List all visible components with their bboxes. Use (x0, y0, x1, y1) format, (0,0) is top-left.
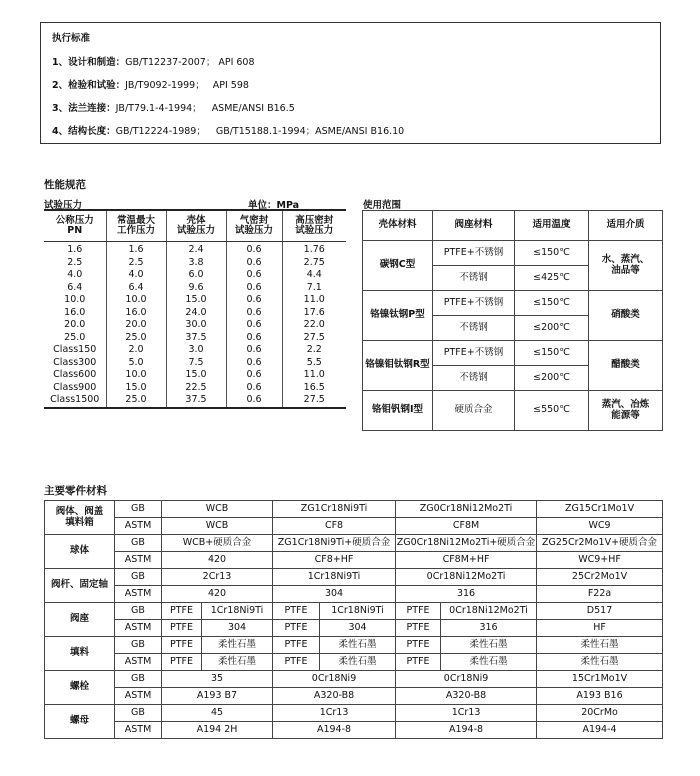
body-material-cell: 碳钢C型 (363, 241, 433, 291)
table-cell: 25Cr2Mo1V (537, 569, 663, 586)
table-cell: 0.6 (226, 344, 282, 357)
table-cell: 37.5 (166, 332, 226, 345)
part-name-cell: 阀座 (45, 603, 115, 637)
table-cell: 304 (320, 620, 396, 637)
body-material-cell: 铬镍钛钢P型 (363, 291, 433, 341)
test-pressure-label: 试验压力 (44, 200, 83, 211)
table-cell: Class300 (53, 356, 97, 368)
table-row (363, 341, 663, 366)
table-row (45, 654, 663, 671)
table-cell: F22a (537, 586, 663, 603)
table-cell: 3.8 (166, 257, 226, 270)
column-header: 气密封 试验压力 (226, 210, 282, 242)
table-cell: 1Cr18Ni9Ti (320, 603, 396, 620)
standard-cell: GB (115, 603, 162, 620)
standard-cell: ASTM (115, 620, 162, 637)
table-cell: 柔性石墨 (202, 637, 273, 654)
table-cell: 7.1 (282, 282, 346, 295)
table-cell: 10.0 (64, 294, 86, 306)
table-cell: 不锈钢 (433, 266, 515, 291)
table-cell: ZG0Cr18Ni12Mo2Ti+硬质合金 (396, 535, 537, 552)
table-cell: 11.0 (282, 294, 346, 307)
table-cell: 1.6 (106, 242, 166, 257)
table-row (45, 569, 663, 586)
table-cell: D517 (537, 603, 663, 620)
table-header-row (44, 210, 346, 242)
table-cell: 20CrMo (537, 705, 663, 722)
table-cell: A320-B8 (273, 688, 396, 705)
table-cell: Class150 (53, 344, 97, 356)
table-cell: 15.0 (166, 369, 226, 382)
table-row (44, 242, 346, 257)
part-name-cell: 填料 (45, 637, 115, 671)
table-cell: 1Cr13 (396, 705, 537, 722)
table-cell: 不锈钢 (433, 366, 515, 391)
table-cell: WCB+硬质合金 (162, 535, 273, 552)
table-row (44, 344, 346, 357)
standard-cell: ASTM (115, 722, 162, 739)
table-cell: A194-4 (537, 722, 663, 739)
table-cell: 16.5 (282, 382, 346, 395)
table-cell: PTFE (162, 620, 202, 637)
table-cell: 0Cr18Ni12Mo2Ti (396, 569, 537, 586)
table-cell: PTFE (396, 637, 441, 654)
table-row (44, 357, 346, 370)
table-cell: PTFE (273, 637, 320, 654)
table-cell: 0.6 (226, 242, 282, 257)
table-cell: 柔性石墨 (202, 654, 273, 671)
table-cell: PTFE (273, 654, 320, 671)
table-cell: 27.5 (282, 332, 346, 345)
table-cell: 15Cr1Mo1V (537, 671, 663, 688)
table-cell: A194 2H (162, 722, 273, 739)
table-cell: A320-B8 (396, 688, 537, 705)
column-header: 壳体材料 (363, 211, 433, 241)
table-cell: WC9 (537, 518, 663, 535)
table-cell: 20.0 (106, 319, 166, 332)
table-cell: 6.4 (67, 281, 83, 293)
standard-cell: GB (115, 705, 162, 722)
table-row (45, 620, 663, 637)
column-header: 常温最大 工作压力 (106, 210, 166, 242)
table-cell: 柔性石墨 (537, 637, 663, 654)
table-cell: 3.0 (166, 344, 226, 357)
table-cell: 0.6 (226, 282, 282, 295)
table-cell: 16.0 (64, 306, 86, 318)
standard-cell: GB (115, 637, 162, 654)
table-cell: ZG0Cr18Ni12Mo2Ti (396, 501, 537, 518)
standard-cell: ASTM (115, 586, 162, 603)
body-material-cell: 铬镍钼钛钢R型 (363, 341, 433, 391)
table-cell: 4.0 (67, 269, 83, 281)
table-cell: 17.6 (282, 307, 346, 320)
unit-label: 单位：MPa (248, 200, 300, 211)
table-row (45, 637, 663, 654)
table-cell: 0Cr18Ni9 (273, 671, 396, 688)
materials-title: 主要零件材料 (44, 485, 107, 497)
table-cell: Class1500 (50, 394, 100, 406)
table-cell: 0.6 (226, 369, 282, 382)
table-row (44, 282, 346, 295)
standard-cell: ASTM (115, 688, 162, 705)
table-cell: 25.0 (64, 331, 86, 343)
table-cell: 27.5 (282, 394, 346, 408)
table-cell: 45 (162, 705, 273, 722)
table-cell: 0.6 (226, 319, 282, 332)
table-cell: ≤150℃ (515, 341, 589, 366)
column-header: 适用温度 (515, 211, 589, 241)
table-cell: 420 (162, 552, 273, 569)
table-row (45, 688, 663, 705)
table-cell: ≤425℃ (515, 266, 589, 291)
table-cell: 0Cr18Ni12Mo2Ti (441, 603, 537, 620)
usage-title: 使用范围 (363, 200, 402, 211)
table-cell: 25.0 (106, 394, 166, 408)
table-cell: ≤550℃ (515, 391, 589, 431)
table-cell: WC9+HF (537, 552, 663, 569)
table-row (44, 269, 346, 282)
table-cell: PTFE+不锈钢 (433, 241, 515, 266)
table-cell: ZG15Cr1Mo1V (537, 501, 663, 518)
table-cell: 1Cr18Ni9Ti (273, 569, 396, 586)
table-cell: 6.4 (106, 282, 166, 295)
standard-cell: GB (115, 671, 162, 688)
table-cell: 2.5 (106, 257, 166, 270)
table-cell: 1.76 (282, 242, 346, 257)
table-cell: 25.0 (106, 332, 166, 345)
table-cell: CF8+HF (273, 552, 396, 569)
table-header-row (363, 211, 663, 241)
table-cell: 2.0 (106, 344, 166, 357)
table-cell: 10.0 (106, 294, 166, 307)
table-cell: 不锈钢 (433, 316, 515, 341)
table-cell: PTFE+不锈钢 (433, 291, 515, 316)
table-cell: ≤150℃ (515, 291, 589, 316)
table-cell: ≤200℃ (515, 316, 589, 341)
table-cell: 420 (162, 586, 273, 603)
standard-line: 1、设计和制造：GB/T12237-2007； API 608 (52, 57, 255, 68)
table-cell: ZG1Cr18Ni9Ti (273, 501, 396, 518)
table-cell: 柔性石墨 (441, 637, 537, 654)
table-cell: 304 (202, 620, 273, 637)
standard-line: 4、结构长度：GB/T12224-1989； GB/T15188.1-1994；ASME/ANSI B16.10 (52, 126, 405, 137)
table-cell: 0.6 (226, 257, 282, 270)
table-cell: 2.75 (282, 257, 346, 270)
table-cell: 柔性石墨 (320, 654, 396, 671)
standard-cell: GB (115, 501, 162, 518)
table-cell: 11.0 (282, 369, 346, 382)
table-cell: 柔性石墨 (320, 637, 396, 654)
table-row (44, 257, 346, 270)
standard-cell: GB (115, 569, 162, 586)
column-header: 公称压力 PN (44, 210, 106, 242)
table-cell: 6.0 (166, 269, 226, 282)
table-cell: 7.5 (166, 357, 226, 370)
table-cell: A194-8 (396, 722, 537, 739)
body-material-cell: 铬钼钒钢I型 (363, 391, 433, 431)
column-header: 适用介质 (589, 211, 663, 241)
column-header: 高压密封 试验压力 (282, 210, 346, 242)
table-cell: ≤150℃ (515, 241, 589, 266)
table-cell: 0.6 (226, 382, 282, 395)
table-row (45, 518, 663, 535)
table-row (44, 369, 346, 382)
table-cell: PTFE (396, 620, 441, 637)
table-cell: 10.0 (106, 369, 166, 382)
table-cell: A194-8 (273, 722, 396, 739)
table-cell: 304 (273, 586, 396, 603)
usage-table (362, 210, 663, 431)
table-cell: 0.6 (226, 307, 282, 320)
table-cell: 316 (441, 620, 537, 637)
table-row (45, 501, 663, 518)
table-cell: 22.5 (166, 382, 226, 395)
column-header: 阀座材料 (433, 211, 515, 241)
table-cell: 0.6 (226, 294, 282, 307)
table-cell: PTFE (162, 654, 202, 671)
table-cell: 22.0 (282, 319, 346, 332)
media-cell: 水、蒸汽、 油品等 (589, 241, 663, 291)
table-cell: CF8M+HF (396, 552, 537, 569)
standards-box (40, 22, 661, 144)
table-cell: 37.5 (166, 394, 226, 408)
table-cell: 0.6 (226, 357, 282, 370)
table-cell: Class600 (53, 369, 97, 381)
table-cell: 20.0 (64, 319, 86, 331)
table-cell: PTFE (273, 620, 320, 637)
table-cell: 0.6 (226, 269, 282, 282)
table-cell: 2Cr13 (162, 569, 273, 586)
media-cell: 硝酸类 (589, 291, 663, 341)
standard-line: 2、检验和试验：JB/T9092-1999； API 598 (52, 80, 249, 91)
table-cell: 316 (396, 586, 537, 603)
part-name-cell: 阀体、阀盖 填料箱 (45, 501, 115, 535)
table-cell: WCB (162, 501, 273, 518)
table-cell: HF (537, 620, 663, 637)
table-cell: 2.5 (67, 256, 83, 268)
table-row (45, 722, 663, 739)
table-cell: 24.0 (166, 307, 226, 320)
table-row (44, 319, 346, 332)
table-cell: 2.2 (282, 344, 346, 357)
table-cell: 0.6 (226, 332, 282, 345)
table-row (363, 241, 663, 266)
part-name-cell: 球体 (45, 535, 115, 569)
part-name-cell: 螺母 (45, 705, 115, 739)
table-cell: CF8 (273, 518, 396, 535)
table-cell: 0.6 (226, 394, 282, 408)
table-cell: PTFE+不锈钢 (433, 341, 515, 366)
table-cell: ZG25Cr2Mo1V+硬质合金 (537, 535, 663, 552)
table-row (44, 394, 346, 408)
performance-table (44, 209, 346, 409)
table-cell: 35 (162, 671, 273, 688)
table-cell: PTFE (162, 637, 202, 654)
table-cell: ≤200℃ (515, 366, 589, 391)
table-cell: 5.5 (282, 357, 346, 370)
table-row (45, 552, 663, 569)
table-cell: A193 B7 (162, 688, 273, 705)
table-cell: 5.0 (106, 357, 166, 370)
table-cell: WCB (162, 518, 273, 535)
table-cell: 硬质合金 (433, 391, 515, 431)
table-row (44, 382, 346, 395)
part-name-cell: 阀杆、固定轴 (45, 569, 115, 603)
table-cell: PTFE (396, 603, 441, 620)
table-cell: 0Cr18Ni9 (396, 671, 537, 688)
standard-cell: GB (115, 535, 162, 552)
table-row (45, 603, 663, 620)
table-cell: 16.0 (106, 307, 166, 320)
standard-cell: ASTM (115, 654, 162, 671)
media-cell: 醋酸类 (589, 341, 663, 391)
table-row (44, 294, 346, 307)
table-cell: A193 B16 (537, 688, 663, 705)
media-cell: 蒸汽、冶炼 能源等 (589, 391, 663, 431)
table-row (45, 671, 663, 688)
table-cell: 30.0 (166, 319, 226, 332)
table-cell: 1Cr13 (273, 705, 396, 722)
table-cell: 4.0 (106, 269, 166, 282)
table-row (45, 535, 663, 552)
table-cell: ZG1Cr18Ni9Ti+硬质合金 (273, 535, 396, 552)
table-cell: 柔性石墨 (441, 654, 537, 671)
column-header: 壳体 试验压力 (166, 210, 226, 242)
table-cell: 9.6 (166, 282, 226, 295)
table-cell: 2.4 (166, 242, 226, 257)
table-cell: Class900 (53, 381, 97, 393)
standard-cell: ASTM (115, 518, 162, 535)
table-cell: CF8M (396, 518, 537, 535)
standard-cell: ASTM (115, 552, 162, 569)
table-cell: PTFE (396, 654, 441, 671)
table-cell: 4.4 (282, 269, 346, 282)
standards-title: 执行标准 (52, 33, 91, 44)
table-cell: PTFE (162, 603, 202, 620)
standard-line: 3、法兰连接：JB/T79.1-4-1994； ASME/ANSI B16.5 (52, 103, 295, 114)
table-row (44, 332, 346, 345)
table-row (45, 586, 663, 603)
table-row (45, 705, 663, 722)
table-cell: PTFE (273, 603, 320, 620)
table-cell: 1.6 (67, 244, 83, 256)
table-row (44, 307, 346, 320)
performance-title: 性能规范 (44, 179, 86, 191)
table-cell: 15.0 (106, 382, 166, 395)
materials-table (44, 500, 663, 739)
table-row (363, 391, 663, 431)
table-row (363, 291, 663, 316)
part-name-cell: 螺栓 (45, 671, 115, 705)
table-cell: 柔性石墨 (537, 654, 663, 671)
table-cell: 15.0 (166, 294, 226, 307)
table-cell: 1Cr18Ni9Ti (202, 603, 273, 620)
